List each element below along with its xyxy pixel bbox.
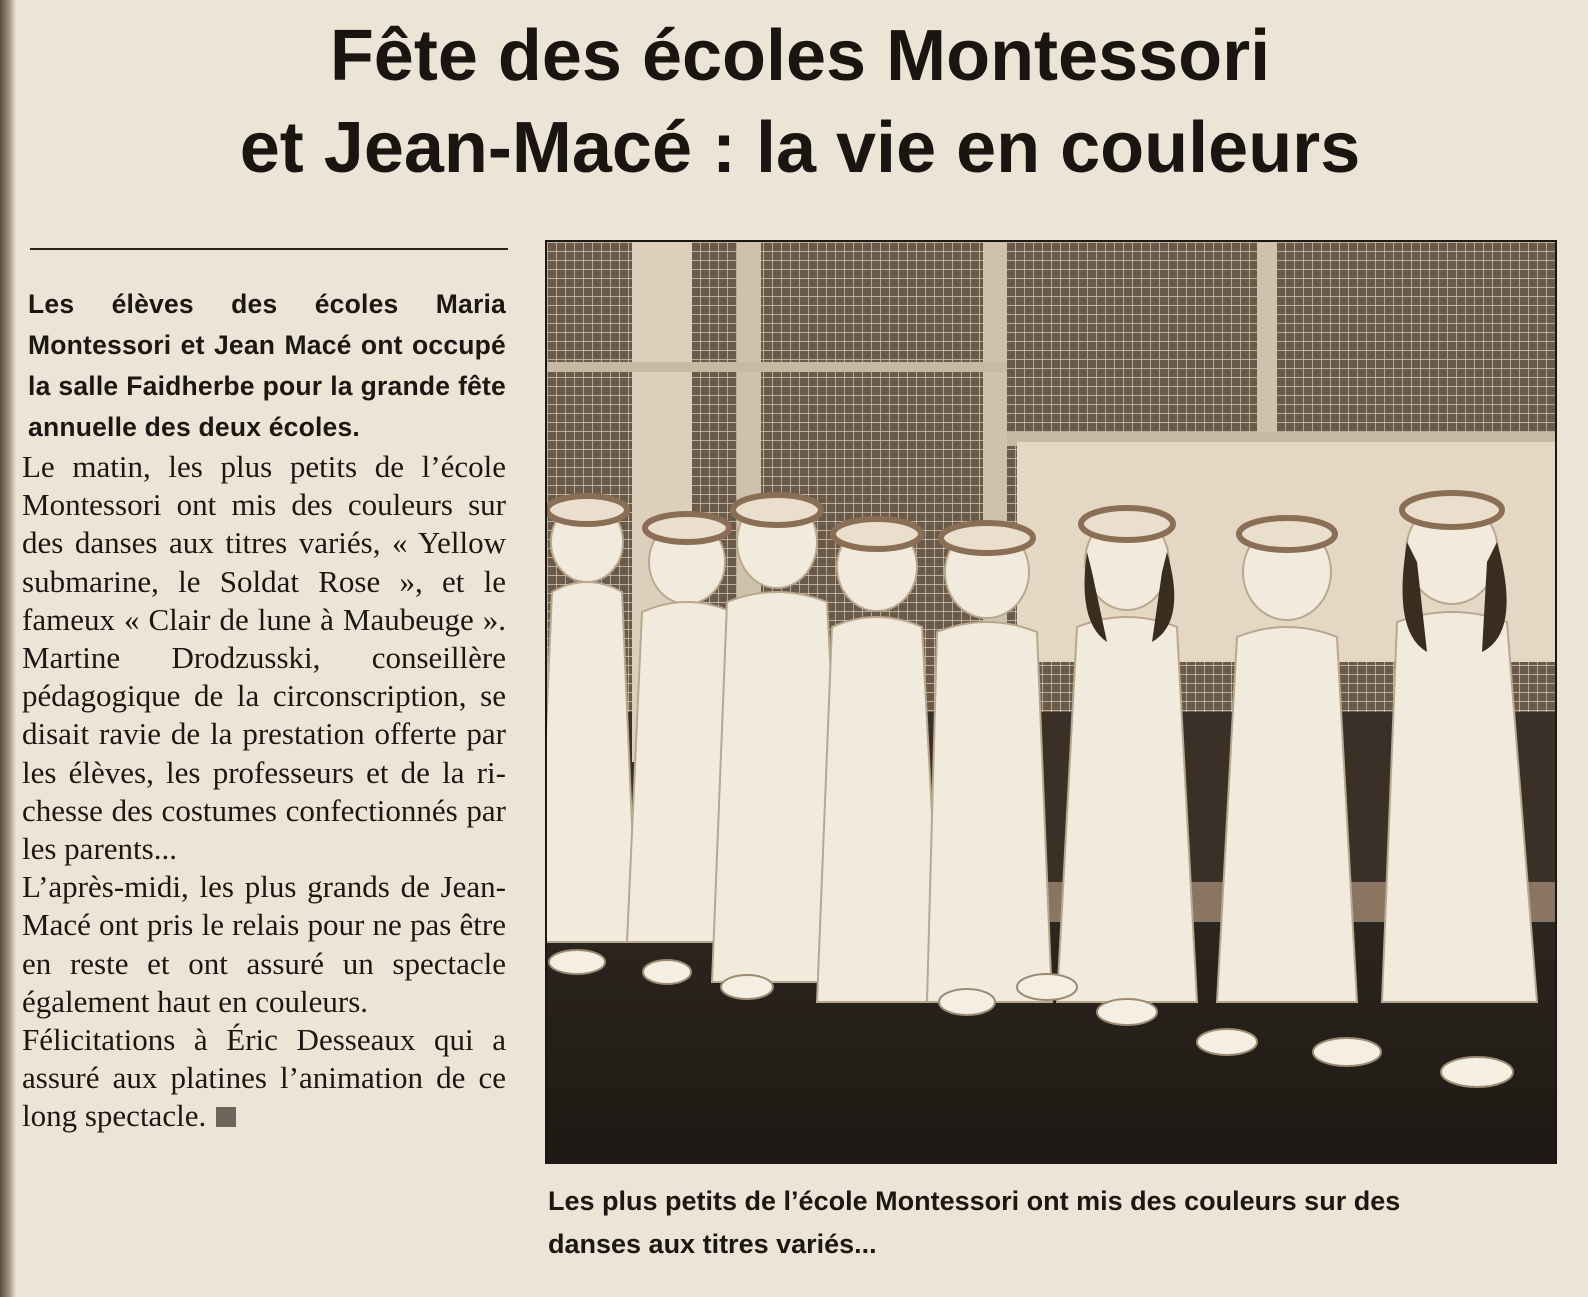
caption-line-2: danses aux titres variés... bbox=[548, 1229, 877, 1259]
headline-line-1: Fête des écoles Montessori bbox=[329, 16, 1271, 96]
headline bbox=[100, 10, 1500, 194]
window-bar bbox=[547, 362, 1007, 372]
article-paragraph-1: Le matin, les plus petits de l’école Montessori ont mis des couleurs sur des danses aux titres variés, « Yellow submarine, le Soldat Rose », et le fameux « Clair de lune à Maubeuge ». Martine Drodzusski, conseillère pédagogique de la circonscription, se disait ravie de la prestation offerte par les élèves, les professeurs et de la richesse des costumes confectionnés par les parents... bbox=[22, 449, 506, 867]
article-lede: Les élèves des écoles Maria Montessori et Jean Macé ont occupé la salle Faidherbe pour la grande fête annuelle des deux écoles. bbox=[28, 289, 506, 442]
article-paragraph-3-text: Félicitations à Éric Desseaux qui a assuré aux platines l’animation de ce long spectacle. bbox=[22, 1022, 506, 1134]
article-paragraph-2: L’après-midi, les plus grands de Jean-Macé ont pris le relais pour ne pas être en reste et ont assuré un spectacle également haut en couleurs. bbox=[22, 869, 506, 1019]
article-paragraph-3 bbox=[22, 1021, 506, 1136]
caption-line-1: Les plus petits de l’école Montessori ont mis des couleurs sur des bbox=[548, 1186, 1401, 1216]
page-left-edge bbox=[0, 0, 16, 1297]
headline-line-2: et Jean-Macé : la vie en couleurs bbox=[239, 108, 1361, 188]
article-column bbox=[22, 284, 506, 1136]
photo-illustration bbox=[547, 242, 1555, 1162]
article-photo bbox=[545, 240, 1557, 1164]
end-of-article-mark bbox=[216, 1107, 236, 1127]
photo-caption bbox=[548, 1180, 1588, 1266]
column-rule bbox=[30, 248, 508, 250]
